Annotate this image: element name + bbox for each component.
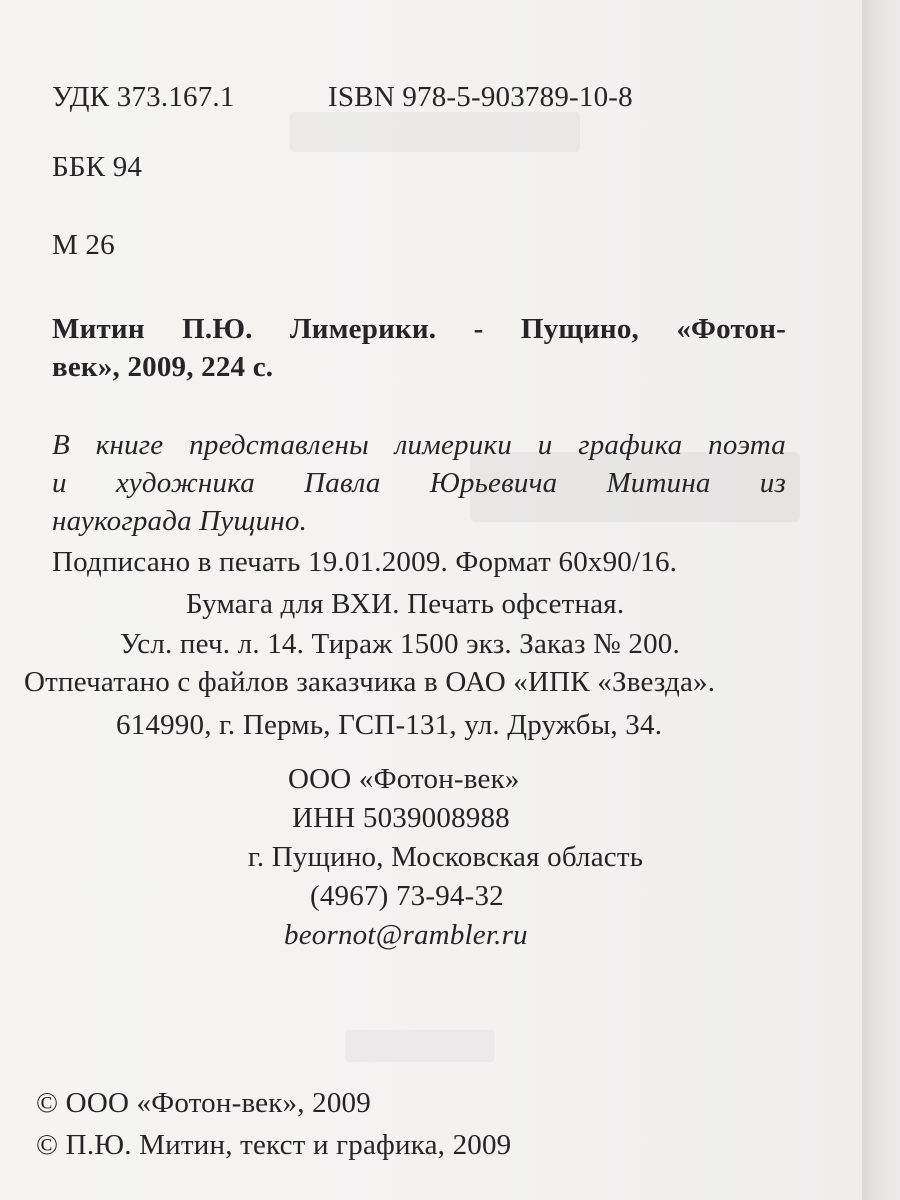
printer-address: 614990, г. Пермь, ГСП-131, ул. Дружбы, 34. — [116, 709, 663, 741]
annotation-line-3: наукограда Пущино. — [52, 505, 308, 537]
print-volume: Усл. печ. л. 14. Тираж 1500 экз. Заказ № 200. — [120, 628, 680, 660]
show-through-title — [290, 112, 580, 152]
page-edge-shadow — [862, 0, 900, 1200]
copyright-author: © П.Ю. Митин, текст и графика, 2009 — [36, 1129, 512, 1161]
annotation-line-1: В книге представлены лимерики и графика поэта — [52, 429, 786, 461]
bbk-code: ББК 94 — [52, 151, 143, 183]
citation-line-1: Митин П.Ю. Лимерики. - Пущино, «Фотон- — [52, 313, 786, 345]
paper-info: Бумага для ВХИ. Печать офсетная. — [186, 588, 625, 620]
annotation-line-2: и художника Павла Юрьевича Митина из — [52, 467, 786, 499]
publisher-phone: (4967) 73-94-32 — [310, 880, 504, 912]
copyright-publisher: © ООО «Фотон-век», 2009 — [36, 1087, 371, 1119]
printer-info: Отпечатано с файлов заказчика в ОАО «ИПК «Звезда». — [24, 666, 716, 698]
citation-line-2: век», 2009, 224 с. — [52, 351, 274, 383]
publisher-name: ООО «Фотон-век» — [288, 763, 520, 795]
isbn-number: ISBN 978-5-903789-10-8 — [328, 81, 633, 113]
signed-to-print: Подписано в печать 19.01.2009. Формат 60х90/16. — [52, 546, 678, 578]
author-mark: М 26 — [52, 229, 115, 261]
publisher-city: г. Пущино, Московская область — [248, 841, 644, 873]
show-through-footer — [345, 1030, 495, 1062]
publisher-email: beornot@rambler.ru — [284, 919, 528, 951]
publisher-inn: ИНН 5039008988 — [292, 802, 510, 834]
udk-code: УДК 373.167.1 — [52, 81, 235, 113]
